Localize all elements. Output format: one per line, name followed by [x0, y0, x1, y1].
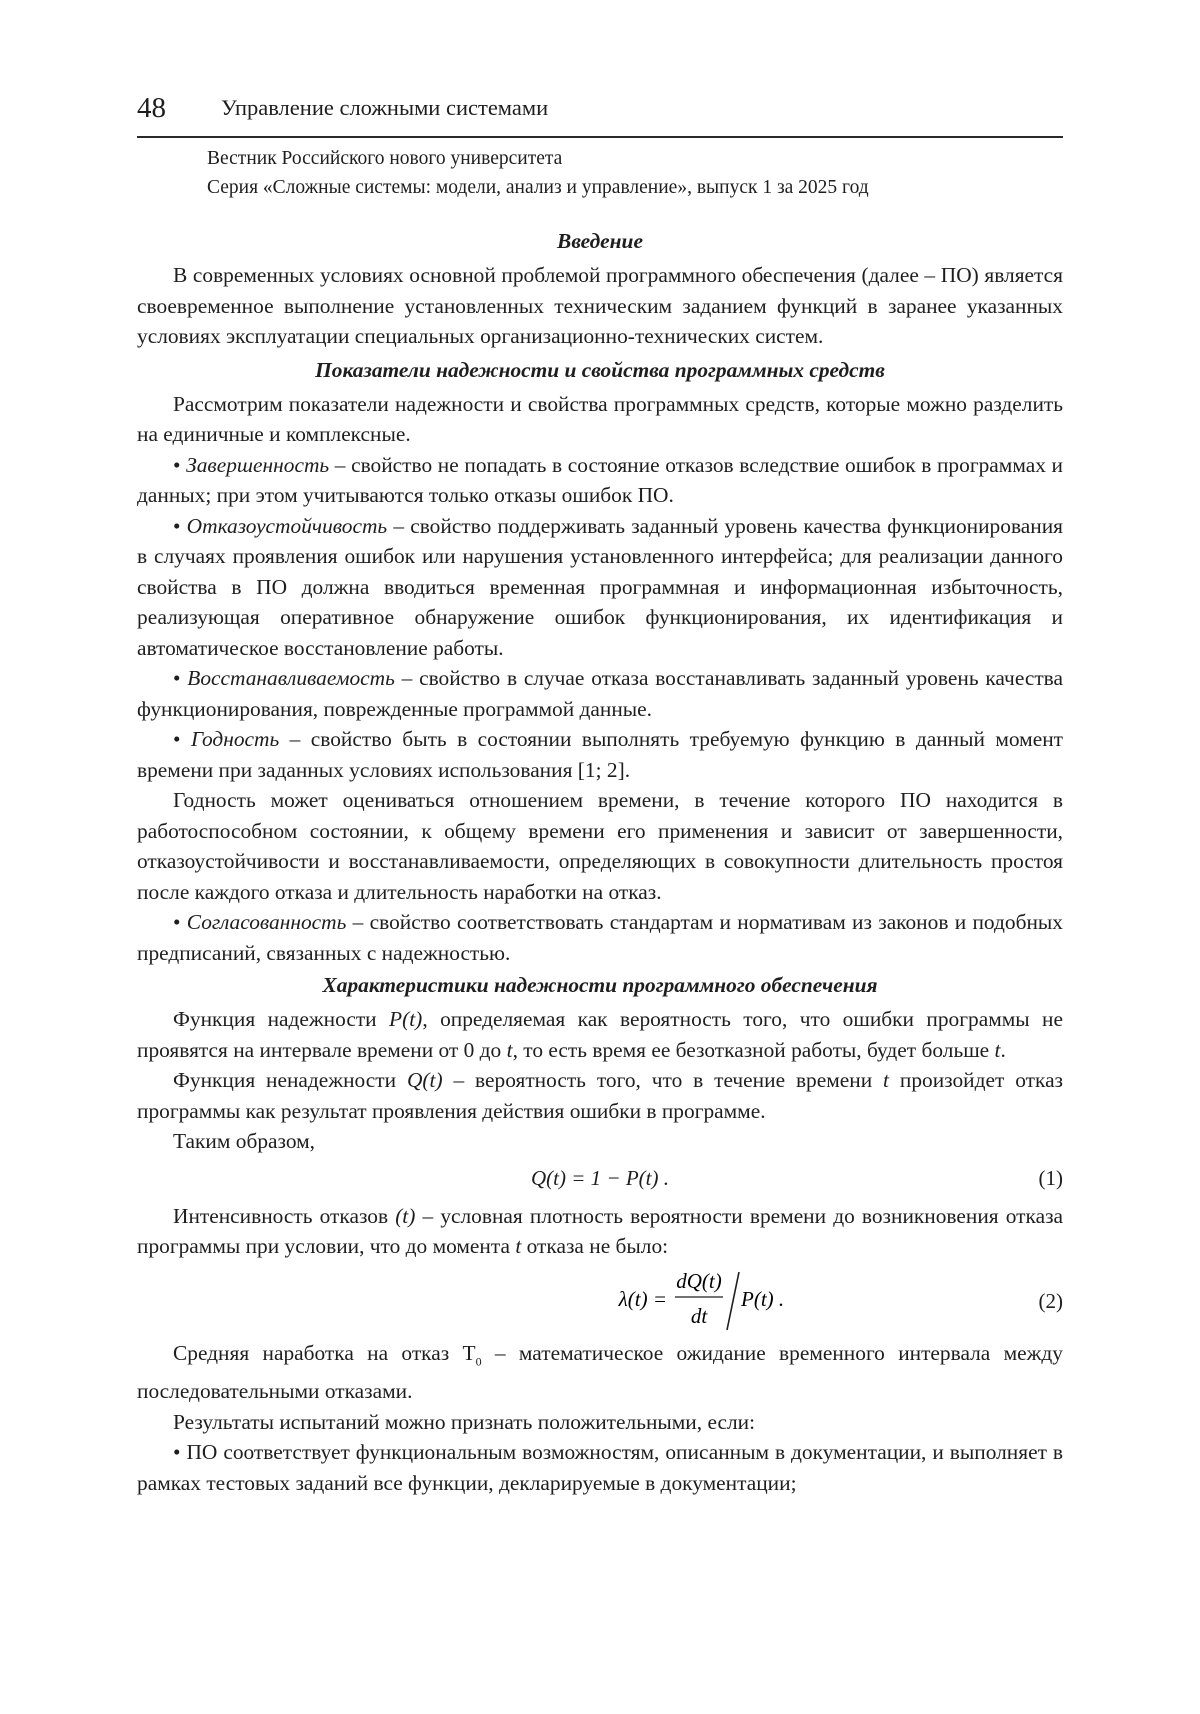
term: Восстанавливаемость — [187, 666, 395, 690]
running-header — [137, 86, 1063, 138]
paragraph: В современных условиях основной проблемой программного обеспечения (далее – ПО) является своевременное выполнение установленных техническим заданием функций в заранее указанных условиях эксплуатации специальных организационно-технических систем. — [137, 263, 1063, 348]
journal-title: Вестник Российского нового университета — [207, 148, 563, 169]
paragraph: Средняя наработка на отказ $T_0$ – математическое ожидание временного интервала между последовательными отказами. — [137, 1340, 1063, 1404]
term: Отказоустойчивость — [186, 513, 388, 538]
math-variable: t — [515, 1234, 522, 1258]
equation-rhs: P(t) . — [741, 1286, 785, 1311]
term: Согласованность — [186, 910, 347, 934]
journal-series: Серия «Сложные системы: модели, анализ и управление», выпуск 1 за 2025 год — [207, 177, 869, 198]
paragraph: Функция ненадежности Q(t) – вероятность того, что в течение времени t произойдет отказ программы как результат проявления действия ошибки в программе. — [137, 1068, 1064, 1123]
definition: – свойство соответствовать стандартам и нормативам из законов и подобных предписаний, связанных с надежностью. — [137, 910, 1063, 965]
article-body — [137, 224, 1063, 1498]
division-slash — [727, 1272, 739, 1330]
paragraph: Результаты испытаний можно признать положительными, если: — [173, 1409, 756, 1434]
math-variable: Q(t) — [406, 1068, 443, 1092]
equation-number: (1) — [1038, 1165, 1063, 1190]
list-item: • Завершенность – свойство не попадать в состояние отказов вследствие ошибок в программах и данных; при этом учитываются только отказы ошибок ПО. — [137, 452, 1063, 507]
paragraph: Годность может оцениваться отношением времени, в течение которого ПО находится в работоспособном состоянии, к общему времени его применения и зависит от завершенности, отказоустойчивости и восстанавливаемости, определяющих в совокупности длительность простоя после каждого отказа и длительность наработки на отказ. — [137, 788, 1063, 904]
equation-number: (2) — [1038, 1288, 1063, 1313]
fraction-expression — [618, 1266, 845, 1336]
equation-graphic — [618, 1266, 845, 1336]
term: Завершенность — [186, 452, 330, 477]
paragraph: Таким образом, — [173, 1129, 316, 1153]
math-variable: (t) — [395, 1203, 416, 1228]
math-variable: P(t) — [389, 1007, 423, 1031]
fraction-denominator: dt — [690, 1303, 708, 1328]
math-variable: t — [994, 1037, 1001, 1062]
math-variable: t — [883, 1068, 889, 1092]
paragraph: Интенсивность отказов (t) – условная плотность вероятности времени до возникновения отказа программы при условии, что до момента t отказа не было: — [137, 1203, 1064, 1258]
list-item: • Отказоустойчивость – свойство поддерживать заданный уровень качества функционирования в случаях проявления ошибок или нарушения установленного интерфейса; для реализации данного свойства в ПО должна вводиться временная программная и информационная избыточность, реализующая оперативное обнаружение ошибок функционирования, их идентификация и автоматическое восстановление работы. — [137, 513, 1063, 660]
section-heading-reliability: Показатели надежности и свойства программных средств — [315, 357, 885, 382]
definition: – свойство быть в состоянии выполнять требуемую функцию в данный момент времени при заданных условиях использования [1; 2]. — [137, 727, 1063, 782]
page-number: 48 — [137, 92, 166, 124]
equation-2 — [137, 1262, 1063, 1338]
equation-expression: Q(t) = 1 − P(t) . — [531, 1165, 669, 1190]
math-variable: t — [506, 1037, 513, 1062]
list-item: • ПО соответствует функциональным возможностям, описанным в документации, и выполняет в рамках тестовых заданий все функции, декларируемые в документации; — [137, 1440, 1063, 1495]
definition: – свойство поддерживать заданный уровень качества функционирования в случаях проявления ошибок или нарушения установленного интерфейса; для реализации данного свойства в ПО должна вводиться временная программная и информационная избыточность, реализующая оперативное обнаружение ошибок функционирования, их идентификация и автоматическое восстановление работы. — [137, 513, 1063, 660]
section-heading-intro: Введение — [557, 229, 643, 253]
paragraph: Функция надежности P(t), определяемая как вероятность того, что ошибки программы не проявятся на интервале времени от 0 до t, то есть время ее безотказной работы, будет больше t. — [137, 1007, 1063, 1062]
definition: – свойство не попадать в состояние отказов вследствие ошибок в программах и данных; при этом учитываются только отказы ошибок ПО. — [137, 452, 1063, 507]
equation-1 — [137, 1157, 1063, 1201]
fraction-numerator: dQ(t) — [676, 1268, 722, 1293]
paragraph: Рассмотрим показатели надежности и свойства программных средств, которые можно разделить на единичные и комплексные. — [137, 391, 1063, 446]
section-heading-characteristics: Характеристики надежности программного обеспечения — [322, 973, 878, 997]
journal-section-title: Управление сложными системами — [221, 95, 549, 120]
list-item: • Восстанавливаемость – свойство в случае отказа восстанавливать заданный уровень качества функционирования, поврежденные программой данные. — [137, 666, 1063, 721]
term: Годность — [190, 727, 280, 751]
journal-info — [207, 144, 869, 202]
list-item: • Годность – свойство быть в состоянии выполнять требуемую функцию в данный момент времени при заданных условиях использования [1; 2]. — [137, 727, 1063, 782]
equation-lhs: λ(t) = — [618, 1286, 667, 1311]
subscript: 0 — [475, 1353, 482, 1368]
list-item: • Согласованность – свойство соответствовать стандартам и нормативам из законов и подобных предписаний, связанных с надежностью. — [137, 910, 1063, 965]
definition: – свойство в случае отказа восстанавливать заданный уровень качества функционирования, поврежденные программой данные. — [137, 666, 1063, 721]
